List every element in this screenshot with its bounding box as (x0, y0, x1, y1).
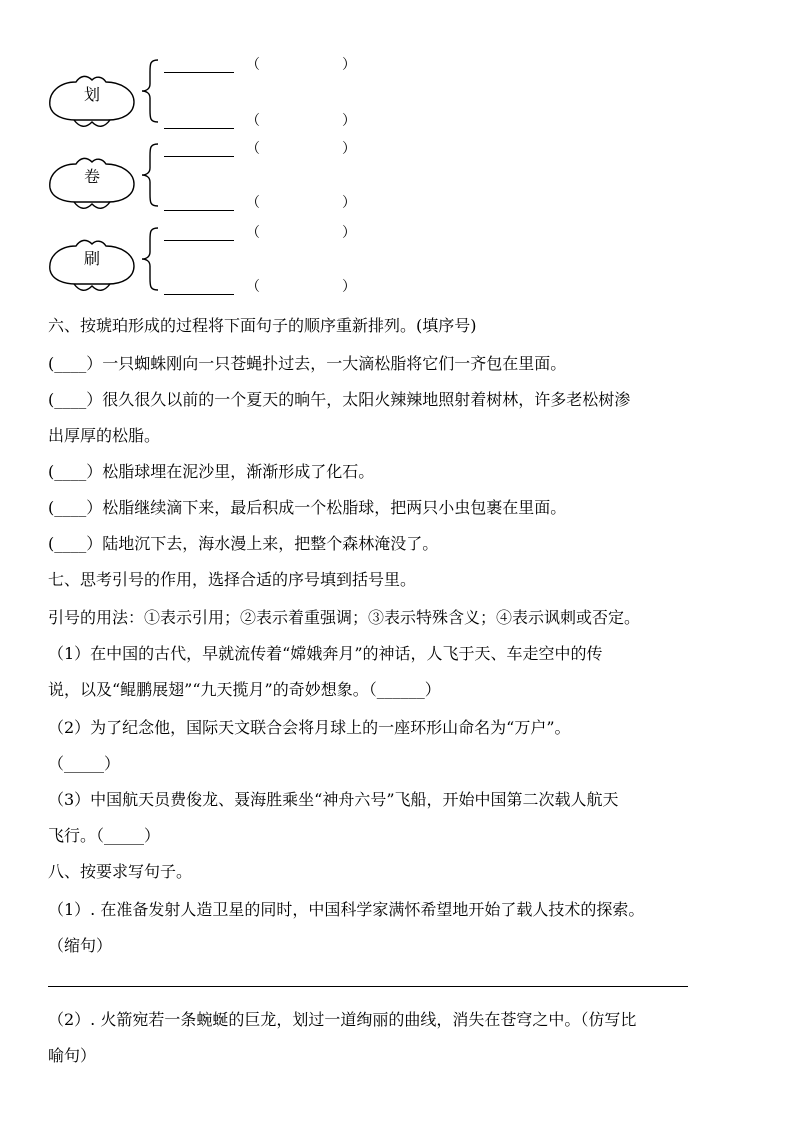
paren: （ (246, 279, 260, 295)
section7-usage: 引号的用法：①表示引用；②表示着重强调；③表示特殊含义；④表示讽刺或否定。 (48, 608, 641, 627)
section8-title: 八、按要求写句子。 (48, 862, 193, 881)
fill-blank-row (164, 141, 356, 162)
paren: ） (342, 195, 356, 211)
section8-line-2: （缩句） (48, 936, 113, 955)
section6-item-2-cont: 出厚厚的松脂。 (48, 426, 161, 445)
blank-line[interactable] (164, 280, 234, 295)
section6-title: 六、按琥珀形成的过程将下面句子的顺序重新排列。(填序号) (48, 316, 477, 335)
fill-blank-row (164, 279, 356, 300)
fill-blank-row (164, 57, 356, 78)
section8-line-4: 喻句） (48, 1046, 97, 1065)
section7-line-6: 飞行。（_____） (48, 826, 161, 845)
section7-line-4: （_____） (48, 754, 121, 773)
paren: （ (246, 57, 260, 73)
section7-title: 七、思考引号的作用，选择合适的序号填到括号里。 (48, 570, 417, 589)
fill-blank-row (164, 113, 356, 134)
peach-group-3 (46, 226, 366, 306)
brace-icon (140, 142, 160, 212)
blank-line[interactable] (164, 196, 234, 211)
paren: （ (246, 141, 260, 157)
section7-line-5: （3）中国航天员费俊龙、聂海胜乘坐“神舟六号”飞船，开始中国第二次载人航天 (48, 790, 619, 809)
section6-item-2: (____）很久很久以前的一个夏天的晌午，太阳火辣辣地照射着树林，许多老松树渗 (48, 390, 631, 409)
blank-line[interactable] (164, 142, 234, 157)
section6-item-4: (____）松脂继续滴下来，最后积成一个松脂球，把两只小虫包裹在里面。 (48, 498, 567, 517)
section7-line-2: 说，以及“鲲鹏展翅”“九天揽月”的奇妙想象。（______） (48, 680, 441, 699)
fill-blank-row (164, 225, 356, 246)
blank-line[interactable] (164, 114, 234, 129)
section6-item-5: (____）陆地沉下去，海水漫上来，把整个森林淹没了。 (48, 534, 439, 553)
paren: （ (246, 225, 260, 241)
section7-line-1: （1）在中国的古代，早就流传着“嫦娥奔月”的神话，人飞于天、车走空中的传 (48, 644, 603, 663)
peach-char: 划 (83, 85, 100, 104)
section7-line-3: （2）为了纪念他，国际天文联合会将月球上的一座环形山命名为“万户”。 (48, 718, 571, 737)
peach-group-1 (46, 58, 366, 138)
answer-line[interactable] (48, 986, 688, 987)
paren: ） (342, 141, 356, 157)
paren: ） (342, 225, 356, 241)
blank-line[interactable] (164, 58, 234, 73)
brace-icon (140, 226, 160, 296)
blank-line[interactable] (164, 226, 234, 241)
peach-group-2 (46, 142, 366, 222)
paren: ） (342, 57, 356, 73)
section8-line-3: （2）. 火箭宛若一条蜿蜒的巨龙，划过一道绚丽的曲线，消失在苍穹之中。（仿写比 (48, 1010, 637, 1029)
paren: ） (342, 279, 356, 295)
section8-line-1: （1）. 在准备发射人造卫星的同时，中国科学家满怀希望地开始了载人技术的探索。 (48, 900, 645, 919)
peach-char: 卷 (83, 167, 100, 186)
paren: （ (246, 113, 260, 129)
paren: ） (342, 113, 356, 129)
section6-item-1: (____）一只蜘蛛刚向一只苍蝇扑过去，一大滴松脂将它们一齐包在里面。 (48, 354, 567, 373)
fill-blank-row (164, 195, 356, 216)
brace-icon (140, 58, 160, 128)
paren: （ (246, 195, 260, 211)
peach-char: 刷 (83, 249, 100, 268)
section6-item-3: (____）松脂球埋在泥沙里，渐渐形成了化石。 (48, 462, 375, 481)
